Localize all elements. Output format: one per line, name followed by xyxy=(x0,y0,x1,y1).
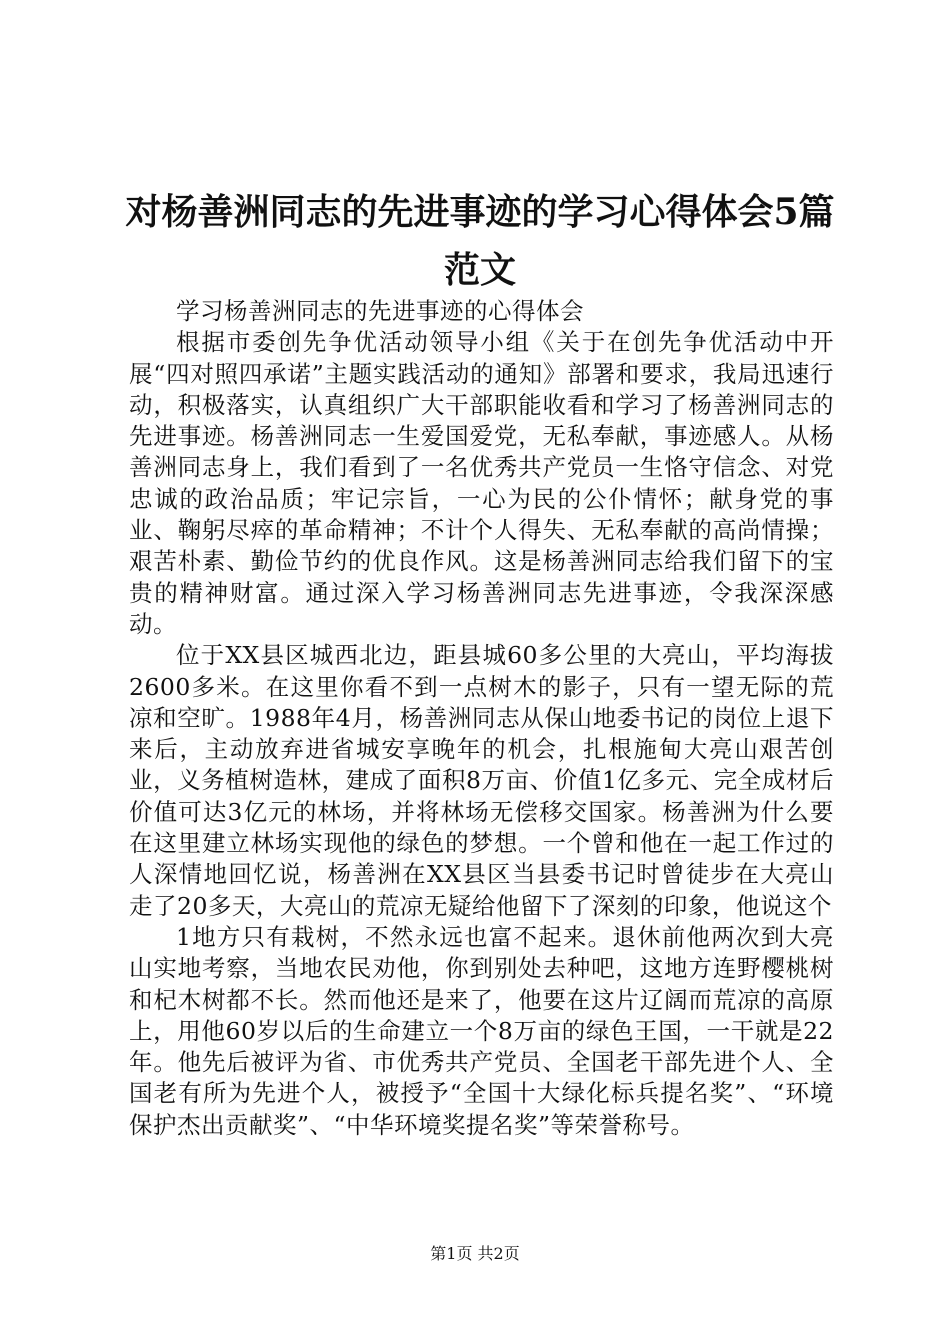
body-paragraph: 1地方只有栽树，不然永远也富不起来。退休前他两次到大亮山实地考察，当地农民劝他，你到别处去种吧，这地方连野樱桃树和杞木树都不长。然而他还是来了，他要在这片辽阔而荒凉的高原上，用他60岁以后的生命建立一个8万亩的绿色王国，一干就是22年。他先后被评为省、市优秀共产党员、全国老干部先进个人、全国老有所为先进个人，被授予“全国十大绿化标兵提名奖”、“环境保护杰出贡献奖”、“中华环境奖提名奖”等荣誉称号。 xyxy=(129,922,834,1139)
document-body xyxy=(129,296,834,1141)
document-title: 对杨善洲同志的先进事迹的学习心得体会5篇范文 xyxy=(125,191,835,291)
page-footer: 第1页 共2页 xyxy=(430,1244,520,1263)
body-paragraph: 位于XX县区城西北边，距县城60多公里的大亮山，平均海拔2600多米。在这里你看不到一点树木的影子，只有一望无际的荒凉和空旷。1988年4月，杨善洲同志从保山地委书记的岗位上退下来后，主动放弃进省城安享晚年的机会，扎根施甸大亮山艰苦创业，义务植树造林，建成了面积8万亩、价值1亿多元、完全成材后价值可达3亿元的林场，并将林场无偿移交国家。杨善洲为什么要在这里建立林场实现他的绿色的梦想。一个曾和他在一起工作过的人深情地回忆说，杨善洲在XX县区当县委书记时曾徒步在大亮山走了20多天，大亮山的荒凉无疑给他留下了深刻的印象，他说这个 xyxy=(129,641,834,920)
body-paragraph: 根据市委创先争优活动领导小组《关于在创先争优活动中开展“四对照四承诺”主题实践活动的通知》部署和要求，我局迅速行动，积极落实，认真组织广大干部职能收看和学习了杨善洲同志的先进事迹。杨善洲同志一生爱国爱党，无私奉献，事迹感人。从杨善洲同志身上，我们看到了一名优秀共产党员一生恪守信念、对党忠诚的政治品质；牢记宗旨，一心为民的公仆情怀；献身党的事业、鞠躬尽瘁的革命精神；不计个人得失、无私奉献的高尚情操；艰苦朴素、勤俭节约的优良作风。这是杨善洲同志给我们留下的宝贵的精神财富。通过深入学习杨善洲同志先进事迹，令我深深感动。 xyxy=(129,328,834,638)
body-paragraph: 学习杨善洲同志的先进事迹的心得体会 xyxy=(176,297,584,325)
